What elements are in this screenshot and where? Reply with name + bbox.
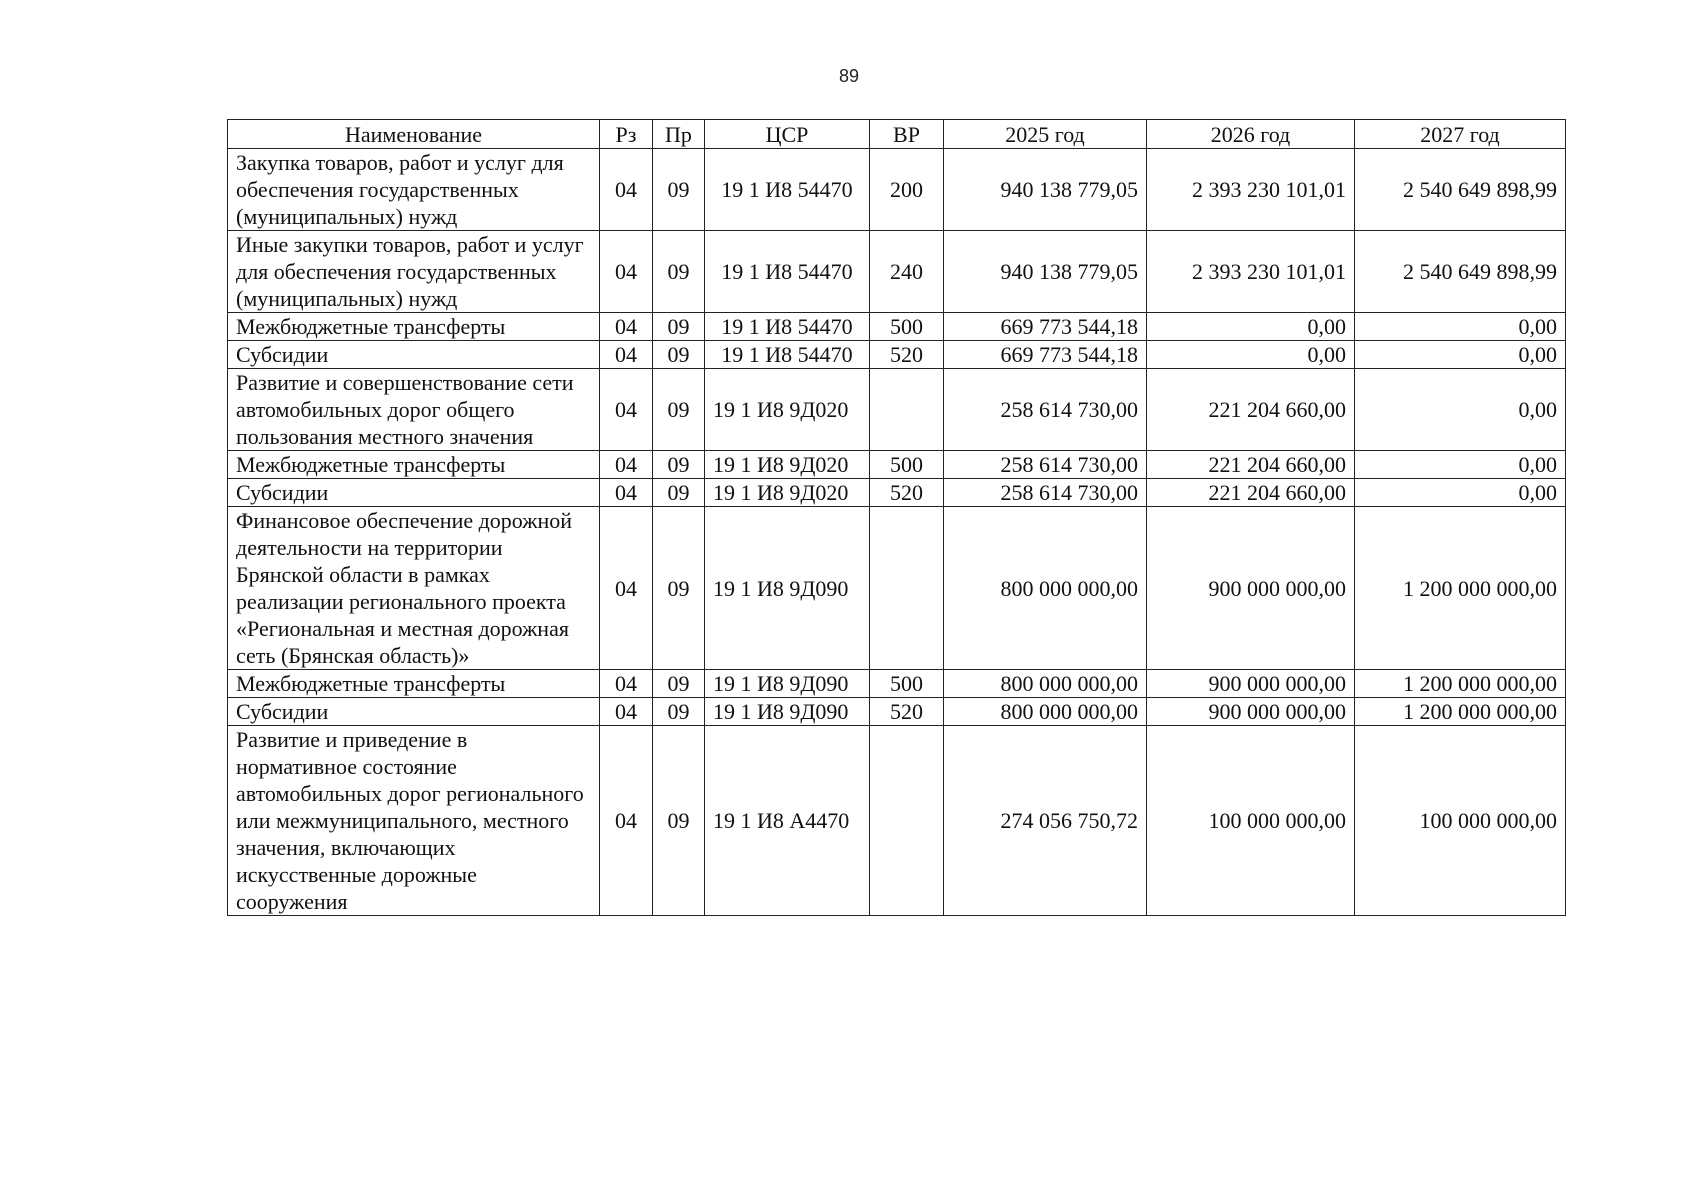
vr-cell: 500 [870,313,944,341]
pr-cell: 09 [653,149,705,231]
amount-2025-cell: 800 000 000,00 [944,507,1147,670]
amount-2027-cell: 0,00 [1355,451,1566,479]
amount-2027-cell: 0,00 [1355,341,1566,369]
row-name-cell: Развитие и совершенствование сети автомобильных дорог общего пользования местного значения [228,369,600,451]
row-name-cell: Иные закупки товаров, работ и услуг для обеспечения государственных (муниципальных) нужд [228,231,600,313]
row-name-cell: Закупка товаров, работ и услуг для обеспечения государственных (муниципальных) нужд [228,149,600,231]
pr-cell: 09 [653,726,705,916]
rz-cell: 04 [600,341,653,369]
rz-cell: 04 [600,507,653,670]
csr-cell: 19 1 И8 А4470 [705,726,870,916]
row-name-cell: Межбюджетные трансферты [228,313,600,341]
row-name-cell: Развитие и приведение в нормативное состояние автомобильных дорог регионального или межмуниципального, местного значения, включающих искусственные дорожные сооружения [228,726,600,916]
table-row [228,341,1566,369]
amount-2025-cell: 274 056 750,72 [944,726,1147,916]
rz-cell: 04 [600,313,653,341]
column-header-pr: Пр [653,120,705,149]
pr-cell: 09 [653,313,705,341]
amount-2027-cell: 2 540 649 898,99 [1355,231,1566,313]
csr-cell: 19 1 И8 54470 [705,313,870,341]
vr-cell: 240 [870,231,944,313]
amount-2026-cell: 900 000 000,00 [1147,507,1355,670]
pr-cell: 09 [653,670,705,698]
pr-cell: 09 [653,369,705,451]
budget-table [227,119,1566,916]
column-header-2026: 2026 год [1147,120,1355,149]
row-name-cell: Межбюджетные трансферты [228,451,600,479]
amount-2027-cell: 0,00 [1355,479,1566,507]
amount-2026-cell: 2 393 230 101,01 [1147,149,1355,231]
rz-cell: 04 [600,451,653,479]
amount-2027-cell: 0,00 [1355,369,1566,451]
table-row [228,670,1566,698]
column-header-csr: ЦСР [705,120,870,149]
vr-cell [870,507,944,670]
csr-cell: 19 1 И8 9Д090 [705,670,870,698]
amount-2025-cell: 940 138 779,05 [944,149,1147,231]
csr-cell: 19 1 И8 9Д020 [705,369,870,451]
rz-cell: 04 [600,479,653,507]
amount-2025-cell: 800 000 000,00 [944,670,1147,698]
table-row [228,369,1566,451]
table-row [228,313,1566,341]
csr-cell: 19 1 И8 9Д090 [705,507,870,670]
amount-2025-cell: 669 773 544,18 [944,341,1147,369]
csr-cell: 19 1 И8 54470 [705,149,870,231]
table-row [228,149,1566,231]
amount-2026-cell: 900 000 000,00 [1147,698,1355,726]
row-name-cell: Субсидии [228,698,600,726]
rz-cell: 04 [600,369,653,451]
vr-cell: 500 [870,451,944,479]
table-row [228,726,1566,916]
vr-cell: 520 [870,479,944,507]
pr-cell: 09 [653,451,705,479]
row-name-cell: Финансовое обеспечение дорожной деятельности на территории Брянской области в рамках реализации регионального проекта «Региональная и местная дорожная сеть (Брянская область)» [228,507,600,670]
amount-2025-cell: 258 614 730,00 [944,479,1147,507]
pr-cell: 09 [653,231,705,313]
amount-2026-cell: 0,00 [1147,313,1355,341]
vr-cell: 520 [870,698,944,726]
rz-cell: 04 [600,149,653,231]
pr-cell: 09 [653,507,705,670]
csr-cell: 19 1 И8 54470 [705,231,870,313]
pr-cell: 09 [653,698,705,726]
rz-cell: 04 [600,231,653,313]
pr-cell: 09 [653,341,705,369]
amount-2025-cell: 800 000 000,00 [944,698,1147,726]
row-name-cell: Межбюджетные трансферты [228,670,600,698]
csr-cell: 19 1 И8 54470 [705,341,870,369]
row-name-cell: Субсидии [228,479,600,507]
table-row [228,479,1566,507]
row-name-cell: Субсидии [228,341,600,369]
column-header-2027: 2027 год [1355,120,1566,149]
rz-cell: 04 [600,726,653,916]
amount-2026-cell: 221 204 660,00 [1147,369,1355,451]
rz-cell: 04 [600,698,653,726]
amount-2025-cell: 258 614 730,00 [944,369,1147,451]
vr-cell: 520 [870,341,944,369]
table-row [228,698,1566,726]
amount-2027-cell: 0,00 [1355,313,1566,341]
table-row [228,231,1566,313]
table-row [228,451,1566,479]
amount-2026-cell: 900 000 000,00 [1147,670,1355,698]
amount-2027-cell: 2 540 649 898,99 [1355,149,1566,231]
amount-2027-cell: 1 200 000 000,00 [1355,507,1566,670]
amount-2026-cell: 221 204 660,00 [1147,479,1355,507]
amount-2026-cell: 0,00 [1147,341,1355,369]
vr-cell [870,369,944,451]
column-header-2025: 2025 год [944,120,1147,149]
csr-cell: 19 1 И8 9Д090 [705,698,870,726]
amount-2027-cell: 1 200 000 000,00 [1355,670,1566,698]
amount-2026-cell: 2 393 230 101,01 [1147,231,1355,313]
amount-2025-cell: 669 773 544,18 [944,313,1147,341]
amount-2027-cell: 1 200 000 000,00 [1355,698,1566,726]
column-header-vr: ВР [870,120,944,149]
column-header-name: Наименование [228,120,600,149]
amount-2026-cell: 221 204 660,00 [1147,451,1355,479]
rz-cell: 04 [600,670,653,698]
csr-cell: 19 1 И8 9Д020 [705,451,870,479]
amount-2027-cell: 100 000 000,00 [1355,726,1566,916]
csr-cell: 19 1 И8 9Д020 [705,479,870,507]
page-number: 89 [838,66,860,86]
amount-2026-cell: 100 000 000,00 [1147,726,1355,916]
vr-cell [870,726,944,916]
amount-2025-cell: 940 138 779,05 [944,231,1147,313]
vr-cell: 500 [870,670,944,698]
table-header-row [228,120,1566,149]
vr-cell: 200 [870,149,944,231]
pr-cell: 09 [653,479,705,507]
column-header-rz: Рз [600,120,653,149]
amount-2025-cell: 258 614 730,00 [944,451,1147,479]
table-row [228,507,1566,670]
